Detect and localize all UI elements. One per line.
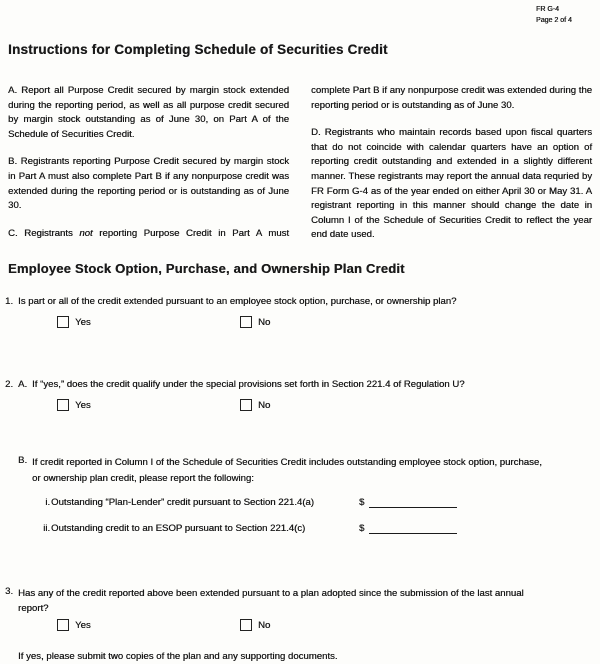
submission-note — [5, 651, 592, 663]
question-1-no-label: No — [258, 317, 271, 328]
form-id-block — [536, 4, 572, 26]
item-ii-text: Outstanding credit to an ESOP pursuant to Section 221.4(c) — [51, 523, 306, 534]
instructions-title: Instructions for Completing Schedule of Securities Credit — [8, 42, 388, 57]
question-2a-text: If “yes,” does the credit qualify under the special provisions set forth in Section 221.4 of Regulation U? — [32, 379, 465, 390]
question-1 — [5, 296, 592, 308]
question-1-yes-checkbox[interactable] — [57, 316, 69, 328]
question-1-answers — [5, 315, 592, 329]
instruction-item-d: D. Registrants who maintain records based upon fiscal quarters that do not coincide with calendar quarters have an option of reporting credit outstanding and extended in a slightly different manner. These registrants may report the annual data requried by FR Form G-4 as of the year ended on either April 30 or May 31. A registrant reporting in this manner should change the date in Column I of the Schedule of Securities Credit to reflect the year end date used. — [311, 127, 592, 241]
question-1-text: Is part or all of the credit extended pursuant to an employee stock option, purchase, or ownership plan? — [18, 296, 457, 307]
esop-amount-input[interactable] — [369, 523, 457, 534]
question-2a-yes-checkbox[interactable] — [57, 399, 69, 411]
question-2a-no-checkbox[interactable] — [240, 399, 252, 411]
question-2b-text-line1: If credit reported in Column I of the Schedule of Securities Credit includes outstanding employee stock option, purchase, — [32, 457, 542, 468]
question-3 — [5, 586, 592, 616]
question-1-no-checkbox[interactable] — [240, 316, 252, 328]
page-indicator: Page 2 of 4 — [536, 17, 572, 24]
item-i-plan-lender — [5, 497, 592, 509]
question-3-text — [5, 586, 592, 616]
question-3-text-line2: report? — [18, 603, 49, 614]
question-3-no-label: No — [258, 620, 271, 631]
question-2a-letter: A. — [18, 379, 28, 390]
question-2-number: 2. — [5, 379, 14, 390]
question-2a-answers — [5, 398, 592, 412]
instruction-item-a: A. Report all Purpose Credit secured by margin stock extended during the reporting period, as well as all purpose credit secured by margin stock outstanding as of June 30, on Part A of the Schedule of Securities Credit. — [8, 85, 289, 140]
question-2b-text — [5, 455, 592, 486]
question-2a — [5, 379, 592, 391]
instructions-column-left — [8, 84, 289, 256]
question-3-yes-checkbox[interactable] — [57, 619, 69, 631]
instructions-columns — [8, 84, 592, 256]
item-i-text: Outstanding “Plan-Lender” credit pursuant to Section 221.4(a) — [51, 497, 314, 508]
instruction-item-c-text-rest: reporting Purpose Credit in Part A must — [92, 227, 289, 239]
item-i-dollar-sign: $ — [359, 497, 365, 508]
instruction-item-c-emphasis: not — [79, 227, 93, 239]
question-2b-letter: B. — [18, 455, 28, 466]
instructions-column-right — [311, 84, 592, 256]
question-3-answers — [5, 618, 592, 632]
form-number: FR G-4 — [536, 6, 559, 13]
question-3-yes-label: Yes — [75, 620, 91, 631]
instruction-item-c — [8, 227, 289, 242]
item-i-number: i. — [45, 497, 50, 508]
question-2b-text-line2: or ownership plan credit, please report the following: — [32, 472, 254, 484]
item-ii-number: ii. — [43, 523, 50, 534]
question-3-number: 3. — [5, 586, 14, 597]
submission-note-text: If yes, please submit two copies of the plan and any supporting documents. — [18, 651, 338, 662]
instruction-item-c-text: C. Registrants — [8, 227, 80, 239]
question-2a-yes-label: Yes — [75, 400, 91, 411]
question-1-number: 1. — [5, 296, 14, 307]
question-3-no-checkbox[interactable] — [240, 619, 252, 631]
question-2a-no-label: No — [258, 400, 271, 411]
plan-lender-amount-input[interactable] — [369, 497, 457, 508]
instruction-item-b: B. Registrants reporting Purpose Credit secured by margin stock in Part A must also complete Part B if any nonpurpose credit was extended during the reporting period or is outstanding as of June 30. — [8, 156, 289, 212]
question-1-yes-label: Yes — [75, 317, 91, 328]
instruction-item-c-continuation: complete Part B if any nonpurpose credit was extended during the reporting period or is outstanding as of June 30. — [311, 85, 592, 111]
question-2b — [5, 455, 592, 486]
section-title: Employee Stock Option, Purchase, and Ownership Plan Credit — [8, 261, 405, 276]
item-ii-dollar-sign: $ — [359, 523, 365, 534]
question-3-text-line1: Has any of the credit reported above been extended pursuant to a plan adopted since the submission of the last annual — [18, 588, 524, 599]
item-ii-esop-credit — [5, 523, 592, 535]
